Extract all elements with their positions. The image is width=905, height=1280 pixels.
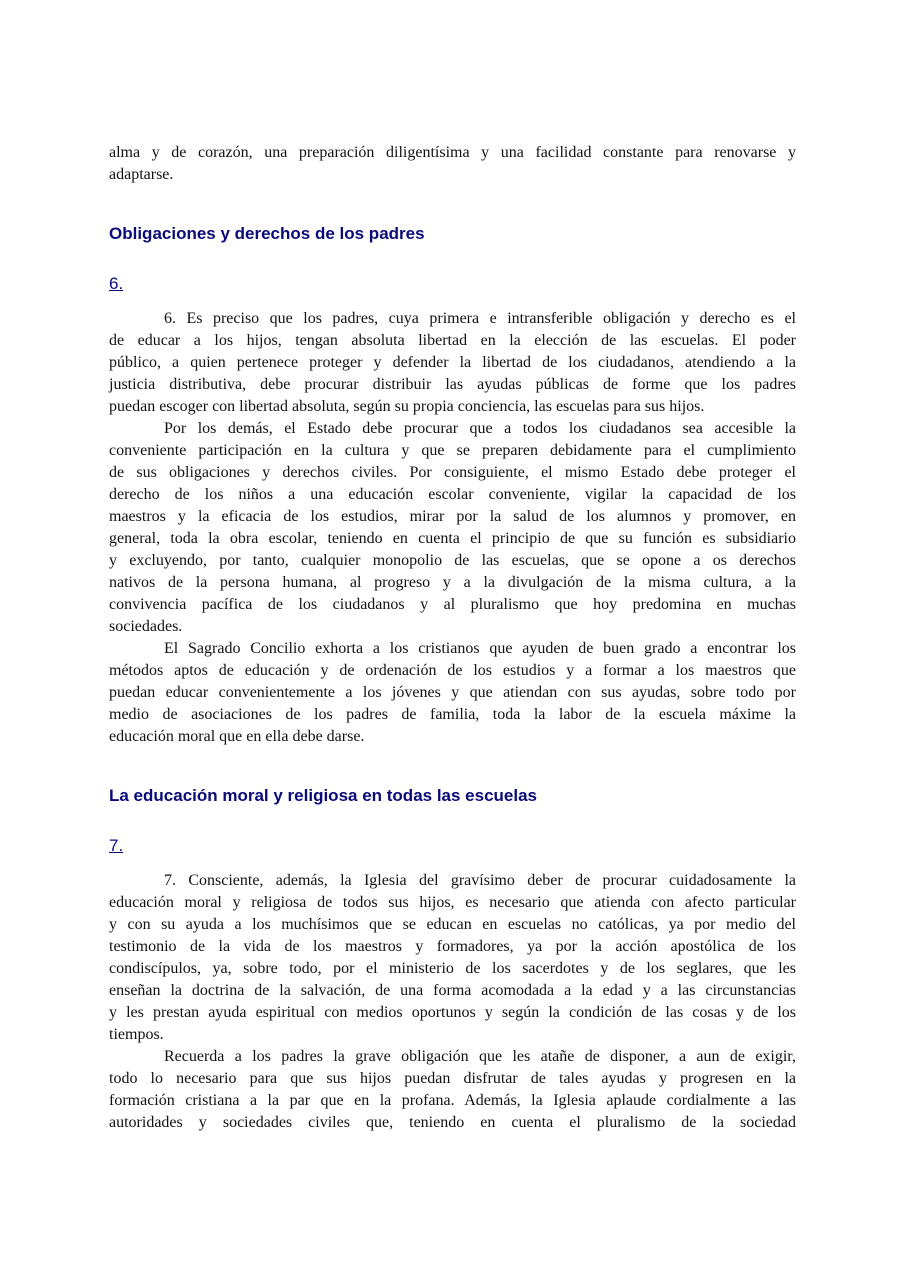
text-line: sociedades. [109, 618, 183, 635]
text-line: nativos de la persona humana, al progreso y a la divulgación de la misma cultura, a la [109, 574, 796, 591]
text-line: general, toda la obra escolar, teniendo en cuenta el principio de que su función es subsidiario [109, 530, 796, 547]
section-number-link-6[interactable]: 6. [109, 274, 124, 293]
text-line: educación moral que en ella debe darse. [109, 728, 365, 745]
text-line: formación cristiana a la par que en la profana. Además, la Iglesia aplaude cordialmente a las [109, 1092, 796, 1109]
paragraph [109, 1046, 796, 1134]
text-line: El Sagrado Concilio exhorta a los cristianos que ayuden de buen grado a encontrar los [164, 640, 796, 657]
text-line: 7. Consciente, además, la Iglesia del gravísimo deber de procurar cuidadosamente la [164, 872, 796, 889]
text-line: y con su ayuda a los muchísimos que se educan en escuelas no católicas, ya por medio del [109, 916, 796, 933]
text-line: educación moral y religiosa de todos sus hijos, es necesario que atienda con afecto particular [109, 894, 796, 911]
text-line: 6. Es preciso que los padres, cuya primera e intransferible obligación y derecho es el [164, 310, 796, 327]
text-line: puedan escoger con libertad absoluta, según su propia conciencia, las escuelas para sus hijos. [109, 398, 705, 415]
text-line: condiscípulos, ya, sobre todo, por el ministerio de los sacerdotes y de los seglares, que les [109, 960, 796, 977]
paragraph [109, 418, 796, 638]
text-line: Por los demás, el Estado debe procurar que a todos los ciudadanos sea accesible la [164, 420, 796, 437]
paragraph [109, 870, 796, 1046]
text-line: derecho de los niños a una educación escolar conveniente, vigilar la capacidad de los [109, 486, 796, 503]
text-line: maestros y la eficacia de los estudios, mirar por la salud de los alumnos y promover, en [109, 508, 796, 525]
text-line: y les prestan ayuda espiritual con medios oportunos y según la condición de las cosas y de los [109, 1004, 796, 1021]
text-line: enseñan la doctrina de la salvación, de una forma acomodada a la edad y a las circunstancias [109, 982, 796, 999]
text-line: y excluyendo, por tanto, cualquier monopolio de las escuelas, que se opone a os derechos [109, 552, 796, 569]
text-line: medio de asociaciones de los padres de familia, toda la labor de la escuela máxime la [109, 706, 796, 723]
text-line: autoridades y sociedades civiles que, teniendo en cuenta el pluralismo de la sociedad [109, 1114, 796, 1131]
text-line: puedan educar convenientemente a los jóvenes y que atiendan con sus ayudas, sobre todo por [109, 684, 796, 701]
text-line: tiempos. [109, 1026, 164, 1043]
text-line: público, a quien pertenece proteger y defender la libertad de los ciudadanos, atendiendo a la [109, 354, 796, 371]
text-line: métodos aptos de educación y de ordenación de los estudios y a formar a los maestros que [109, 662, 796, 679]
section-heading-obligaciones: Obligaciones y derechos de los padres [109, 224, 425, 243]
paragraph [109, 638, 796, 748]
intro-paragraph [109, 142, 796, 186]
text-line: convivencia pacífica de los ciudadanos y al pluralismo que hoy predomina en muchas [109, 596, 796, 613]
text-line: de sus obligaciones y derechos civiles. Por consiguiente, el mismo Estado debe proteger el [109, 464, 796, 481]
section-number-link-7[interactable]: 7. [109, 836, 124, 855]
text-line: Recuerda a los padres la grave obligación que les atañe de disponer, a aun de exigir, [164, 1048, 796, 1065]
text-line: justicia distributiva, debe procurar distribuir las ayudas públicas de forme que los padres [109, 376, 796, 393]
text-line: todo lo necesario para que sus hijos puedan disfrutar de tales ayudas y progresen en la [109, 1070, 796, 1087]
text-line: testimonio de la vida de los maestros y formadores, ya por la acción apostólica de los [109, 938, 796, 955]
section-heading-educacion-moral: La educación moral y religiosa en todas las escuelas [109, 786, 538, 805]
text-line: de educar a los hijos, tengan absoluta libertad en la elección de las escuelas. El poder [109, 332, 796, 349]
text-line: alma y de corazón, una preparación diligentísima y una facilidad constante para renovarse y [109, 144, 796, 161]
paragraph [109, 308, 796, 418]
text-line: conveniente participación en la cultura y que se preparen debidamente para el cumplimiento [109, 442, 796, 459]
text-line: adaptarse. [109, 166, 174, 183]
